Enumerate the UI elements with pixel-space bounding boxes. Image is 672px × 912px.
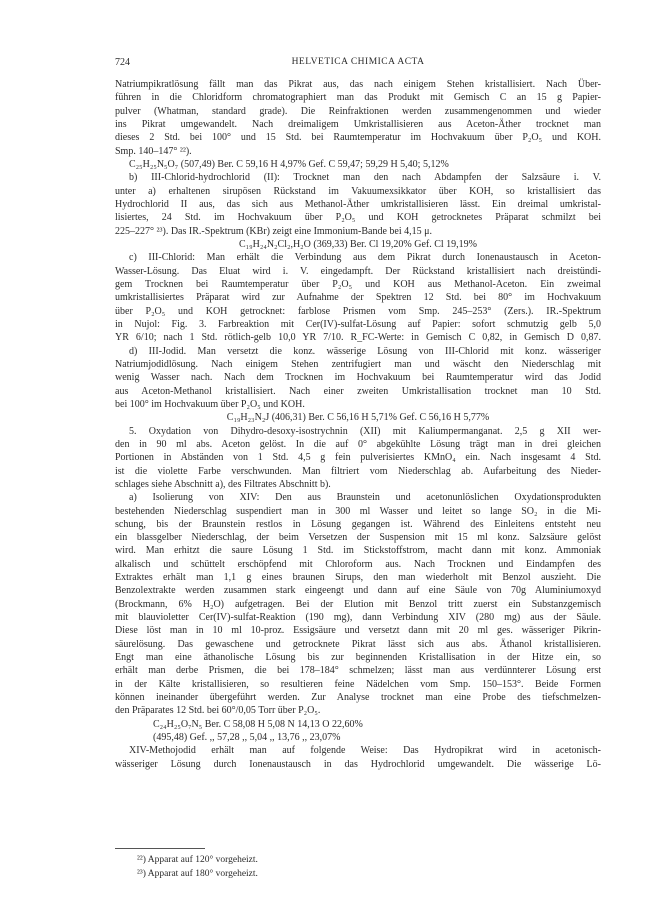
body-text	[115, 78, 601, 771]
text-line: in Nujol: Fig. 3. Farbreaktion mit Cer(IV)-sulfat-Lösung auf Papier: sofort schmutzig gelb 5,0	[115, 318, 601, 330]
text-line: Smp. 140–147° ²²).	[115, 145, 192, 157]
page-number: 724	[115, 57, 130, 68]
text-line: alkalisch und schüttelt erschöpfend mit Chloroform aus. Nach Trocknen und Eindampfen des	[115, 558, 601, 570]
text-line: XIV-Methojodid erhält man auf folgende Weise: Das Hydropikrat wird in acetonisch-	[129, 745, 601, 757]
text-line: Natriumjodidlösung. Nach einigem Stehen zentrifugiert man und wäscht den Niederschlag mit	[115, 358, 601, 370]
text-line: wässeriger Lösung durch Ionenaustausch in das Hydrochlorid umgewandelt. Die wässerige Lö-	[115, 758, 601, 770]
text-line: wird. Man erhitzt die saure Lösung 1 Std. im Stickstoffstrom, macht dann mit konz. Ammoniak	[115, 545, 601, 557]
text-line: ist die violette Farbe verschwunden. Man filtriert vom Niederschlag ab. Aufarbeitung des Nieder-	[115, 465, 601, 477]
text-line: schlages siehe Abschnitt a), des Filtrates Abschnitt b).	[115, 478, 331, 490]
text-line: (495,48) Gef. ,, 57,28 ,, 5,04 ,, 13,76 ,, 23,07%	[153, 732, 341, 744]
text-line: gem Trocknen bei Raumtemperatur über P₂O₅ und KOH aus Methanol-Aceton. Ein zweimal	[115, 278, 601, 290]
text-line: aus Aceton-Methanol kristallisiert. Nach einer zweiten Umkristallisation trocknet man 10 Std.	[115, 385, 601, 397]
text-line: ein blassgelber Niederschlag, der beim Versetzen der Suspension mit 15 ml konz. Salzsäure gelöst	[115, 532, 601, 544]
text-line: Natriumpikratlösung fällt man das Pikrat aus, das nach einigem Stehen kristallisiert. Nach Über-	[115, 79, 601, 90]
text-line: pulver (Whatman, standard grade). Die Reinfraktionen werden zusammengenommen und wieder	[115, 105, 601, 117]
text-line: C₂₄H₂₅O₇N₅ Ber. C 58,08 H 5,08 N 14,13 O 22,60%	[153, 718, 363, 730]
text-line: in der Kälte kristallisieren, so resultieren feine Nädelchen vom Smp. 150–153°. Beide Formen	[115, 678, 601, 690]
footnote-22: ²²) Apparat auf 120° vorgeheizt.	[137, 855, 258, 865]
text-line: Benzolextrakte werden zusammen stark eingeengt und dann auf eine Säule von 70g Aluminiumoxyd	[115, 585, 601, 597]
text-line: YR 6/10; nach 1 Std. rötlich-gelb 10,0 YR 7/10. R_FC-Werte: in Gemisch C 0,82, in Gemisch D 0,87.	[115, 332, 601, 344]
text-line: a) Isolierung von XIV: Den aus Braunstein und acetonunlöslichen Oxydationsprodukten	[129, 492, 601, 504]
footnote-rule	[115, 848, 205, 849]
text-line: können ineinander übergeführt werden. Zur Analyse trocknet man eine Probe des tiefschmelzen-	[115, 692, 601, 704]
footnote-23: ²³) Apparat auf 180° vorgeheizt.	[137, 868, 258, 879]
running-header	[115, 57, 601, 71]
text-line: wenig Wasser nach. Nach dem Trocknen im Hochvakuum bei Raumtemperatur wird das Jodid	[115, 372, 601, 384]
journal-title: HELVETICA CHIMICA ACTA	[291, 57, 425, 67]
text-line: mit blauvioletter Cer(IV)-sulfat-Reaktion (190 mg), dann Verbindung XIV (280 mg) aus der Säule.	[115, 612, 601, 624]
text-line: ins Pikrat umgewandelt. Nach dreimaligem Umkristallisieren aus Aceton-Äther trocknet man	[115, 118, 601, 130]
text-line: unter a) erhaltenen sirupösen Rückstand im Vakuumexsikkator über KOH, so kristallisiert das	[115, 185, 601, 197]
text-line: Diese löst man in 10 ml 10-proz. Essigsäure und versetzt dann mit 20 ml ges. wässeriger Pikrin-	[115, 625, 601, 637]
text-line: Wasser-Lösung. Das Eluat wird i. V. eingedampft. Der Rückstand kristallisiert nach dreistündi-	[115, 265, 601, 277]
text-line: C₂₅H₂₅N₅O₇ (507,49) Ber. C 59,16 H 4,97% Gef. C 59,47; 59,29 H 5,40; 5,12%	[129, 158, 449, 170]
text-line: lisiertes, 24 Std. im Hochvakuum über P₂O₅ und KOH getrocknetes Präparat schmilzt bei	[115, 212, 601, 224]
text-line: Portionen in Abständen von 1 Std. 4,5 g fein pulverisiertes KMnO₄ ein. Nach insgesamt 4 Std.	[115, 452, 601, 464]
text-line: C₁₉H₂₄N₂Cl₂,H₂O (369,33) Ber. Cl 19,20% Gef. Cl 19,19%	[238, 238, 477, 250]
text-line: dieses 2 Std. bei 100° und 15 Std. bei Raumtemperatur im Hochvakuum über P₂O₅ und KOH.	[115, 132, 601, 144]
text-line: den Präparates 12 Std. bei 60°/0,05 Torr über P₂O₅.	[115, 705, 321, 717]
text-line: c) III-Chlorid: Man erhält die Verbindung aus dem Pikrat durch Ionenaustausch in Aceton-	[129, 252, 601, 264]
text-line: den in 90 ml abs. Aceton gelöst. In die auf 0° abgekühlte Lösung trägt man in drei gleichen	[115, 438, 601, 450]
text-line: Engt man eine äthanolische Lösung bis zur beginnenden Kristallisation in der Hitze ein, so	[115, 652, 601, 664]
text-line: führen in die Chloridform chromatographiert man das Produkt mit Gemisch C an 15 g Papier-	[115, 92, 601, 104]
text-line: Extraktes erhält man 1,1 g eines braunen Sirups, den man wiederholt mit Benzol auszieht. Die	[115, 572, 601, 584]
text-line: (Brockmann, 6% H₂O) aufgetragen. Bei der Elution mit Benzol tritt zuerst ein Substanzgemisch	[115, 598, 601, 610]
text-line: 225–227° ²³). Das IR.-Spektrum (KBr) zeigt eine Immonium-Bande bei 4,15 μ.	[115, 225, 432, 237]
text-line: bei 100° im Hochvakuum über P₂O₅ und KOH.	[115, 398, 305, 410]
text-line: schung, bis der Braunstein restlos in Lösung gegangen ist. Während des Einleitens entsteht neu	[115, 518, 601, 530]
text-line: säurelösung. Das gewaschene und getrocknete Pikrat lässt sich aus abs. Äthanol kristallisieren.	[115, 638, 601, 650]
text-line: C₁₉H₂₃N₂J (406,31) Ber. C 56,16 H 5,71% Gef. C 56,16 H 5,77%	[226, 412, 490, 424]
text-line: bestehenden Niederschlag suspendiert man in 300 ml Wasser und leitet so lange SO₂ in die Mi-	[115, 505, 601, 517]
text-line: d) III-Jodid. Man versetzt die konz. wässerige Lösung von III-Chlorid mit konz. wässeriger	[129, 345, 601, 357]
text-line: über P₂O₅ und KOH getrocknet: farblose Prismen vom Smp. 245–253° (Zers.). IR.-Spektrum	[115, 305, 601, 317]
text-line: Hydrochlorid II aus, das sich aus Methanol-Äther umkristallisieren lässt. Ein dreimal umkristal-	[115, 198, 601, 210]
text-line: erhält man derbe Prismen, die bei 178–184° schmelzen; lässt man aus verdünnterer Lösung erst	[115, 665, 601, 677]
text-line: 5. Oxydation von Dihydro-desoxy-isostrychnin (XII) mit Kaliumpermanganat. 2,5 g XII wer-	[129, 425, 601, 437]
text-line: umkristallisiertes Präparat wird zur Aufnahme der Spektren 12 Std. bei 80° im Hochvakuum	[115, 292, 601, 304]
footnotes	[115, 848, 601, 881]
text-line: b) III-Chlorid-hydrochlorid (II): Trocknet man den nach Abdampfen der Salzsäure i. V.	[129, 172, 601, 184]
